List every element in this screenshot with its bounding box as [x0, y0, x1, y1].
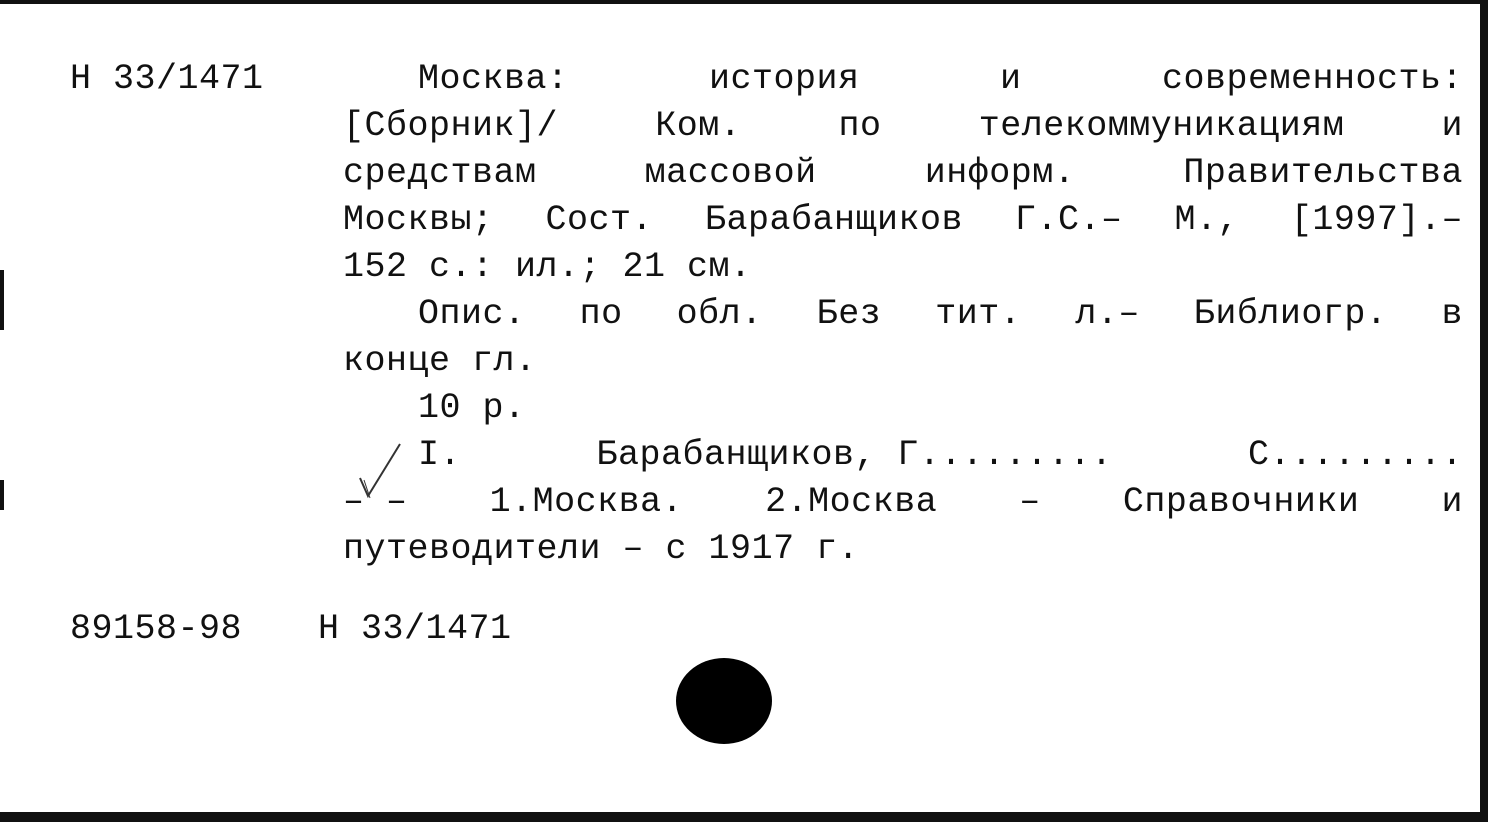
word: Барабанщиков, Г......... [596, 435, 1113, 475]
word: Москва: [418, 59, 569, 99]
subjects-line-2: путеводители – с 1917 г. [343, 529, 860, 569]
word: и [1441, 106, 1463, 146]
title-line-2 [343, 103, 1463, 150]
subjects-line-1 [343, 479, 1463, 526]
title-line-3 [343, 150, 1463, 197]
word: по [838, 106, 882, 146]
added-entry-line [418, 432, 1463, 479]
word: по [579, 294, 623, 334]
word: история [708, 59, 860, 99]
word: тит. [935, 294, 1022, 334]
footer-call-number: Н 33/1471 [318, 609, 512, 649]
word: [1997].– [1290, 200, 1463, 240]
word: I. [418, 435, 462, 475]
note-line-2: конце гл. [343, 341, 537, 381]
word: и [999, 59, 1022, 99]
word: телекоммуникациям [978, 106, 1345, 146]
word: Правительства [1183, 153, 1463, 193]
card-edge-right [1480, 0, 1488, 822]
word: 2.Москва [765, 482, 938, 522]
card-edge-mark [0, 270, 4, 330]
word: Справочники [1122, 482, 1360, 522]
word: Сост. [545, 200, 654, 240]
card-edge-bottom [0, 812, 1488, 822]
title-line-4 [343, 197, 1463, 244]
word: Барабанщиков [704, 200, 964, 240]
word: Москвы; [343, 200, 494, 240]
word: обл. [676, 294, 763, 334]
title-line-1 [418, 56, 1463, 103]
card-edge-mark [0, 480, 4, 510]
card-edge-top [0, 0, 1488, 4]
word: 1.Москва. [489, 482, 684, 522]
word: С......... [1247, 435, 1463, 475]
word: Без [816, 294, 882, 334]
word: в [1441, 294, 1463, 334]
word: л.– [1075, 294, 1140, 334]
word: массовой [644, 153, 817, 193]
price: 10 р. [418, 388, 526, 428]
inventory-number: 89158-98 [70, 609, 243, 649]
physical-description: 152 с.: ил.; 21 см. [343, 247, 752, 287]
word: Ком. [655, 106, 742, 146]
word: – [1019, 482, 1041, 522]
word: – – [343, 482, 408, 522]
note-line-1 [418, 291, 1463, 338]
word: Библиогр. [1193, 294, 1388, 334]
word: [Сборник]/ [343, 106, 559, 146]
call-number: Н 33/1471 [70, 59, 264, 99]
handwritten-check-icon [338, 440, 408, 510]
word: и [1441, 482, 1463, 522]
word: Г.С.– [1014, 200, 1123, 240]
word: информ. [924, 153, 1076, 193]
word: современность: [1161, 59, 1463, 99]
word: Опис. [418, 294, 526, 334]
word: средствам [343, 153, 537, 193]
word: М., [1174, 200, 1239, 240]
card-punch-hole [676, 658, 772, 744]
